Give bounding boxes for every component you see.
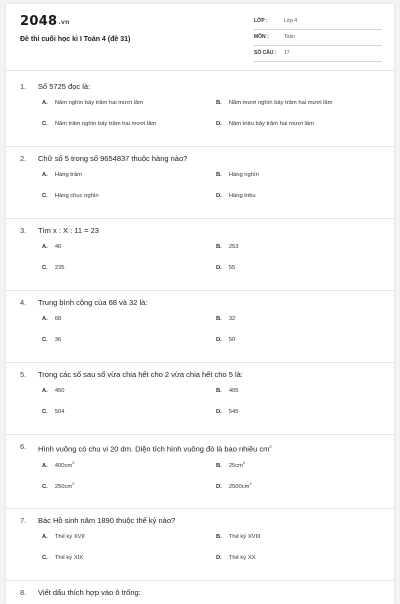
option-text: 36 bbox=[54, 337, 62, 343]
option-text: Hàng nghìn bbox=[228, 172, 259, 178]
option-d[interactable] bbox=[216, 409, 238, 415]
option-key: A. bbox=[42, 388, 48, 394]
question-text: Số 5725 đọc là: bbox=[38, 82, 91, 91]
question-4 bbox=[20, 296, 384, 352]
option-row bbox=[20, 310, 384, 331]
question-stem bbox=[20, 152, 384, 166]
meta-value: 17 bbox=[284, 50, 290, 56]
question-text: Chữ số 5 trong số 9654837 thuộc hàng nào? bbox=[38, 154, 188, 163]
meta-key: LỚP : bbox=[254, 18, 268, 24]
option-row bbox=[20, 403, 384, 424]
question-divider bbox=[6, 146, 394, 147]
option-key: A. bbox=[42, 244, 48, 250]
question-text: Viết dấu thích hợp vào ô trống: bbox=[38, 588, 141, 597]
option-text: Thế kỷ XX bbox=[228, 555, 256, 561]
meta-value: Lớp 4 bbox=[284, 18, 298, 24]
question-8 bbox=[20, 586, 384, 600]
option-a[interactable] bbox=[42, 316, 61, 322]
option-c[interactable] bbox=[42, 265, 64, 271]
question-stem bbox=[20, 586, 384, 600]
option-c[interactable] bbox=[42, 481, 74, 490]
option-d[interactable] bbox=[216, 265, 235, 271]
exam-header bbox=[6, 4, 394, 71]
option-row bbox=[20, 475, 384, 496]
option-b[interactable] bbox=[216, 100, 332, 106]
option-d[interactable] bbox=[216, 121, 314, 127]
option-key: D. bbox=[216, 193, 222, 199]
option-key: D. bbox=[216, 121, 222, 127]
meta-row-count bbox=[254, 46, 382, 62]
option-text: Năm trăm nghìn bảy trăm hai mươi lăm bbox=[54, 121, 157, 127]
option-d[interactable] bbox=[216, 337, 235, 343]
option-d[interactable] bbox=[216, 481, 252, 490]
question-stem bbox=[20, 440, 384, 454]
option-row bbox=[20, 382, 384, 403]
option-b[interactable] bbox=[216, 316, 235, 322]
question-2 bbox=[20, 152, 384, 208]
meta-key: SỐ CÂU : bbox=[254, 50, 277, 56]
option-row bbox=[20, 549, 384, 570]
option-text: Thế kỷ XVII bbox=[54, 534, 85, 540]
option-key: A. bbox=[42, 100, 48, 106]
question-divider bbox=[6, 218, 394, 219]
option-key: D. bbox=[216, 409, 222, 415]
meta-key: MÔN : bbox=[254, 34, 269, 40]
option-text: 55 bbox=[228, 265, 236, 271]
option-text: Năm nghìn bảy trăm hai mươi lăm bbox=[54, 100, 144, 106]
question-stem bbox=[20, 368, 384, 382]
question-number: 2. bbox=[20, 154, 27, 163]
option-text: Hàng chục nghìn bbox=[54, 193, 99, 199]
question-6 bbox=[20, 440, 384, 496]
option-exponent: 2 bbox=[72, 460, 75, 465]
question-text: Tìm x : X : 11 = 23 bbox=[38, 226, 99, 235]
question-divider bbox=[6, 362, 394, 363]
option-key: D. bbox=[216, 555, 222, 561]
question-divider bbox=[6, 580, 394, 581]
option-text: Năm mươi nghìn bảy trăm hai mươi lăm bbox=[228, 100, 333, 106]
option-exponent: 2 bbox=[249, 481, 252, 486]
question-stem bbox=[20, 224, 384, 238]
option-key: C. bbox=[42, 555, 48, 561]
option-a[interactable] bbox=[42, 172, 82, 178]
option-a[interactable] bbox=[42, 460, 74, 469]
question-number: 8. bbox=[20, 588, 27, 597]
option-text: 46 bbox=[54, 244, 62, 250]
question-text: Trung bình cộng của 68 và 32 là: bbox=[38, 298, 148, 307]
logo-text: 2048 bbox=[20, 14, 58, 29]
option-text: 405 bbox=[228, 388, 239, 394]
option-c[interactable] bbox=[42, 193, 99, 199]
option-key: A. bbox=[42, 462, 48, 469]
option-key: C. bbox=[42, 193, 48, 199]
option-text: 250cm bbox=[54, 483, 73, 490]
option-text: Hàng trăm bbox=[54, 172, 82, 178]
option-key: A. bbox=[42, 172, 48, 178]
meta-row-class bbox=[254, 14, 382, 30]
option-key: C. bbox=[42, 265, 48, 271]
question-text-body: Hình vuông có chu vi 20 dm. Diện tích hình vuông đó là bao nhiêu bbox=[38, 444, 258, 454]
question-unit: cm bbox=[259, 444, 270, 454]
option-b[interactable] bbox=[216, 460, 245, 469]
logo-suffix: .vn bbox=[58, 19, 70, 26]
option-text: 545 bbox=[228, 409, 239, 415]
option-row bbox=[20, 528, 384, 549]
option-c[interactable] bbox=[42, 555, 83, 561]
option-key: D. bbox=[216, 265, 222, 271]
option-d[interactable] bbox=[216, 193, 256, 199]
option-text: 50 bbox=[228, 337, 236, 343]
option-row bbox=[20, 238, 384, 259]
exam-meta bbox=[254, 14, 382, 62]
option-row bbox=[20, 331, 384, 352]
option-row bbox=[20, 94, 384, 115]
option-key: C. bbox=[42, 337, 48, 343]
option-b[interactable] bbox=[216, 388, 238, 394]
option-key: C. bbox=[42, 121, 48, 127]
question-7 bbox=[20, 514, 384, 570]
option-text: 253 bbox=[228, 244, 239, 250]
option-row bbox=[20, 259, 384, 280]
question-text: Bác Hồ sinh năm 1890 thuộc thế kỷ nào? bbox=[38, 516, 176, 525]
option-key: B. bbox=[216, 462, 222, 469]
question-divider bbox=[6, 434, 394, 435]
option-key: B. bbox=[216, 244, 222, 250]
option-key: A. bbox=[42, 316, 48, 322]
option-a[interactable] bbox=[42, 534, 85, 540]
exam-sheet bbox=[6, 4, 394, 604]
option-text: Hàng triệu bbox=[228, 193, 256, 199]
option-c[interactable] bbox=[42, 121, 156, 127]
question-text: Trong các số sau số vừa chia hết cho 2 vừa chia hết cho 5 là: bbox=[38, 370, 243, 379]
option-key: B. bbox=[216, 100, 222, 106]
option-row bbox=[20, 115, 384, 136]
meta-row-subject bbox=[254, 30, 382, 46]
question-stem bbox=[20, 80, 384, 94]
option-text: 504 bbox=[54, 409, 65, 415]
question-unit-exponent: 2 bbox=[269, 444, 272, 449]
question-number: 7. bbox=[20, 516, 27, 525]
option-row bbox=[20, 166, 384, 187]
option-key: B. bbox=[216, 172, 222, 178]
option-b[interactable] bbox=[216, 534, 260, 540]
question-3 bbox=[20, 224, 384, 280]
option-key: C. bbox=[42, 483, 48, 490]
option-c[interactable] bbox=[42, 409, 64, 415]
option-a[interactable] bbox=[42, 244, 61, 250]
question-number: 6. bbox=[20, 442, 27, 451]
option-exponent: 2 bbox=[243, 460, 246, 465]
option-row bbox=[20, 454, 384, 475]
option-text: 450 bbox=[54, 388, 65, 394]
option-exponent: 2 bbox=[72, 481, 75, 486]
option-key: B. bbox=[216, 316, 222, 322]
option-text: 2500cm bbox=[228, 483, 250, 490]
option-text: Thế kỷ XVIII bbox=[228, 534, 261, 540]
meta-value: Toán bbox=[284, 34, 295, 40]
option-text: 400cm bbox=[54, 462, 73, 469]
question-number: 4. bbox=[20, 298, 27, 307]
question-stem bbox=[20, 296, 384, 310]
option-key: D. bbox=[216, 483, 222, 490]
option-d[interactable] bbox=[216, 555, 256, 561]
option-text: Thế kỷ XIX bbox=[54, 555, 84, 561]
question-divider bbox=[6, 508, 394, 509]
option-c[interactable] bbox=[42, 337, 61, 343]
question-1 bbox=[20, 80, 384, 136]
option-text: 25cm bbox=[228, 462, 243, 469]
option-b[interactable] bbox=[216, 172, 259, 178]
exam-title: Đề thi cuối học kì I Toán 4 (đề 31) bbox=[20, 36, 131, 43]
question-number: 5. bbox=[20, 370, 27, 379]
option-text: 235 bbox=[54, 265, 65, 271]
option-key: C. bbox=[42, 409, 48, 415]
question-number: 3. bbox=[20, 226, 27, 235]
option-key: B. bbox=[216, 388, 222, 394]
option-key: D. bbox=[216, 337, 222, 343]
site-logo[interactable] bbox=[20, 14, 70, 29]
option-key: A. bbox=[42, 534, 48, 540]
option-text: 32 bbox=[228, 316, 236, 322]
option-b[interactable] bbox=[216, 244, 238, 250]
option-row bbox=[20, 187, 384, 208]
question-number: 1. bbox=[20, 82, 27, 91]
option-a[interactable] bbox=[42, 388, 64, 394]
option-key: B. bbox=[216, 534, 222, 540]
question-divider bbox=[6, 290, 394, 291]
option-text: 68 bbox=[54, 316, 62, 322]
option-a[interactable] bbox=[42, 100, 143, 106]
question-5 bbox=[20, 368, 384, 424]
option-text: Năm triệu bảy trăm hai mươi lăm bbox=[228, 121, 314, 127]
question-stem bbox=[20, 514, 384, 528]
